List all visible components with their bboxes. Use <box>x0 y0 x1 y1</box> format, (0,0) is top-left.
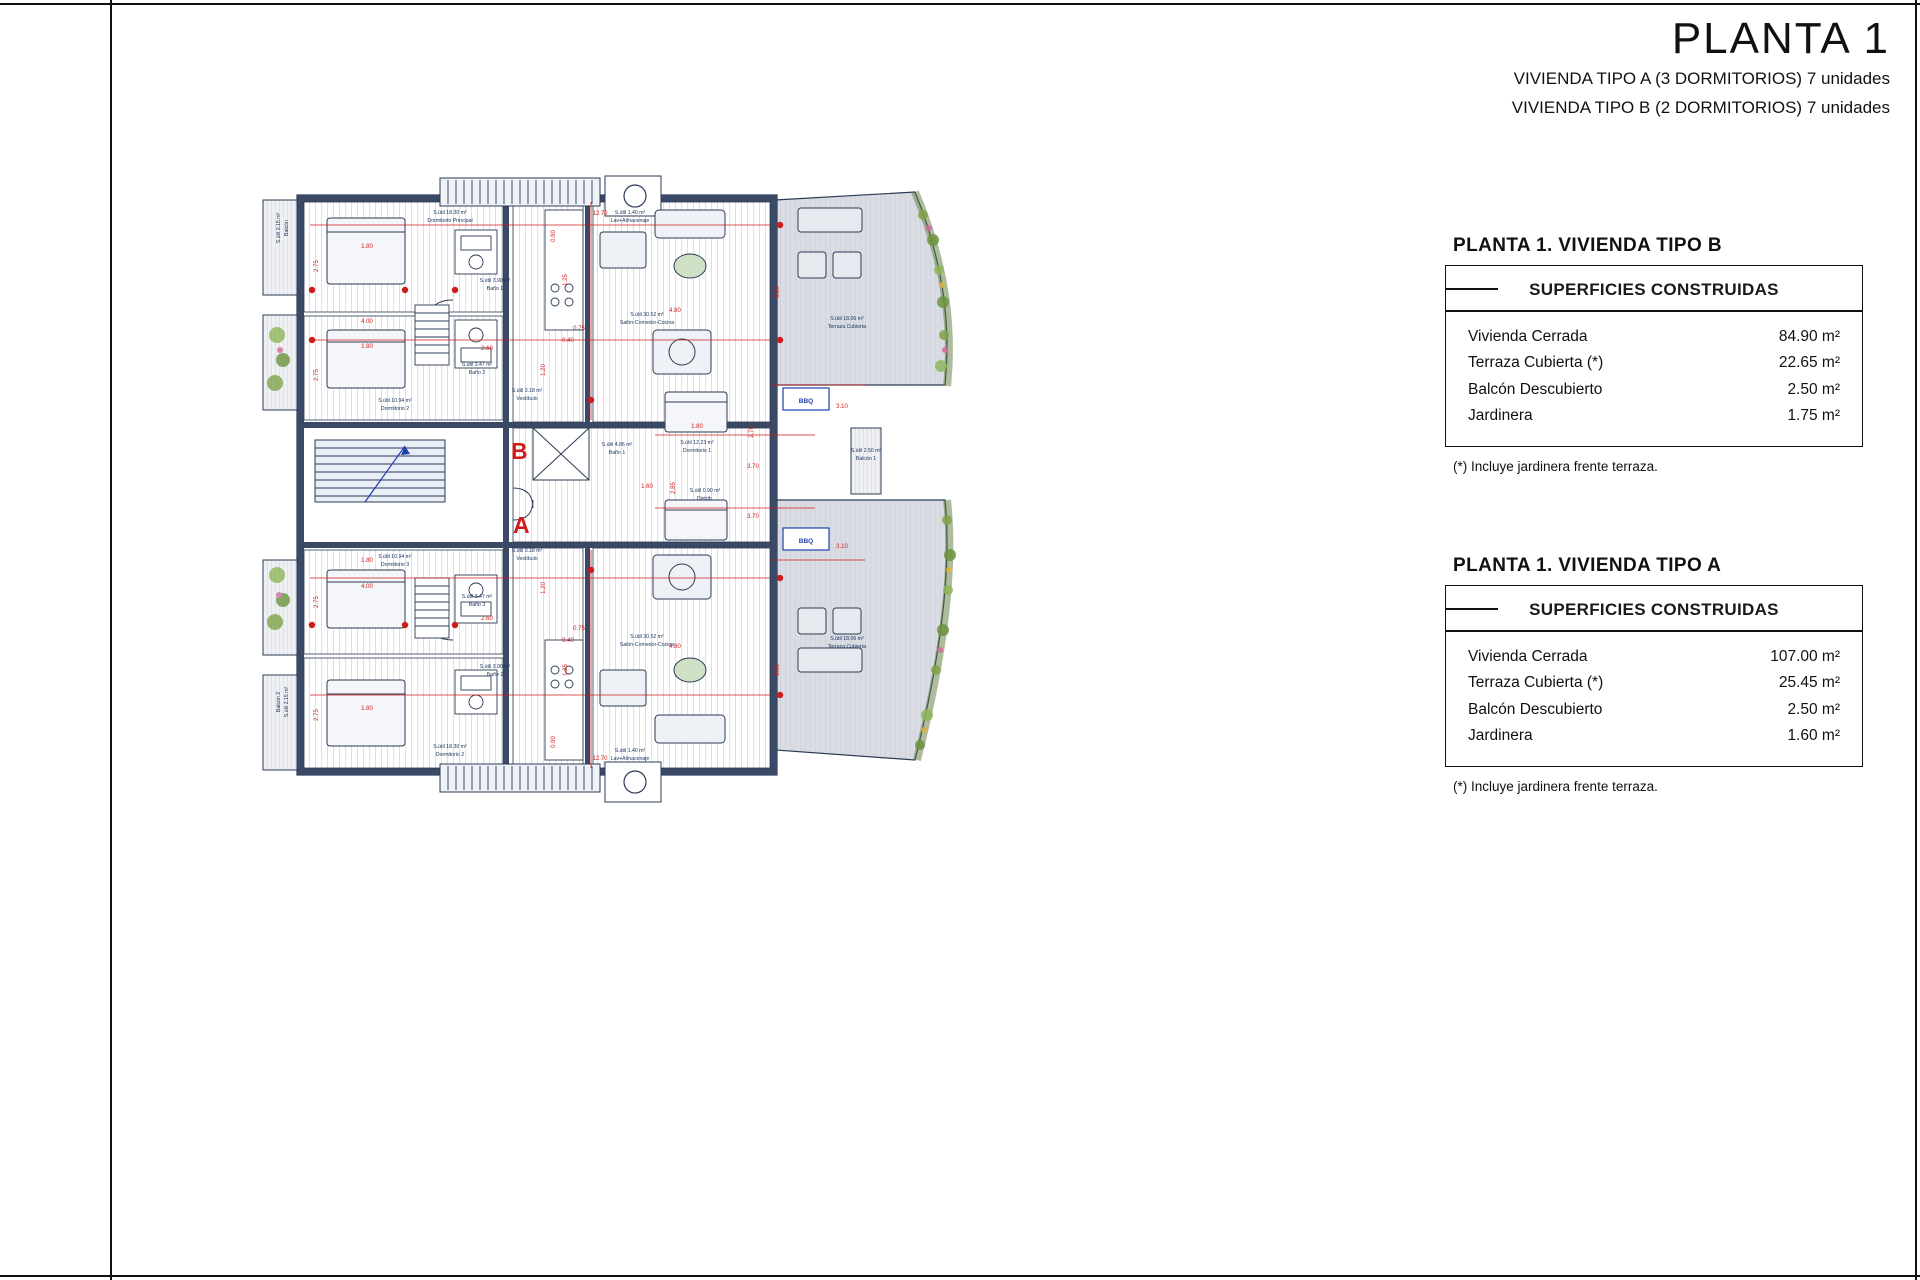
svg-text:0.75: 0.75 <box>573 626 585 632</box>
table-row <box>1468 377 1840 404</box>
svg-text:2.60: 2.60 <box>481 346 493 352</box>
title-subline-a: VIVIENDA TIPO A (3 DORMITORIOS) 7 unidades <box>1513 69 1890 89</box>
sheet-border-top <box>0 3 1920 5</box>
svg-text:12.70: 12.70 <box>592 756 608 762</box>
sheet-border-right <box>1915 0 1917 1280</box>
table-row <box>1468 324 1840 351</box>
svg-text:S.útil 18.06 m²: S.útil 18.06 m² <box>830 316 864 322</box>
svg-text:1.80: 1.80 <box>361 558 373 564</box>
surface-table-b-box <box>1445 265 1863 447</box>
surface-table-b-note: (*) Incluye jardinera frente terraza. <box>1453 459 1658 475</box>
svg-text:2.75: 2.75 <box>314 709 320 721</box>
row-label: Vivienda Cerrada <box>1468 647 1588 665</box>
table-row <box>1468 697 1840 724</box>
svg-text:Balcón 1: Balcón 1 <box>855 456 877 462</box>
svg-text:Baño 3: Baño 3 <box>468 602 486 608</box>
svg-text:1.20: 1.20 <box>541 582 547 594</box>
table-row <box>1468 644 1840 671</box>
svg-text:BBQ: BBQ <box>798 538 814 545</box>
row-value: 25.45 m² <box>1778 674 1840 692</box>
floor-plan-drawing <box>255 170 1015 810</box>
surface-table-a-divider <box>1446 630 1862 632</box>
svg-text:3.70: 3.70 <box>747 464 759 470</box>
row-value: 1.60 m² <box>1787 727 1840 745</box>
svg-text:Distrib.: Distrib. <box>696 496 714 502</box>
svg-text:Dormitorio 1: Dormitorio 1 <box>682 448 712 454</box>
title-subline-b: VIVIENDA TIPO B (2 DORMITORIOS) 7 unidades <box>1511 98 1890 118</box>
row-value: 2.50 m² <box>1787 700 1840 718</box>
svg-text:1.80: 1.80 <box>691 424 703 430</box>
row-label: Jardinera <box>1468 407 1533 425</box>
svg-text:S.útil 1.40 m²: S.útil 1.40 m² <box>614 748 646 754</box>
surface-table-a-title: PLANTA 1. VIVIENDA TIPO A <box>1453 555 1722 576</box>
surface-table-a-note: (*) Incluye jardinera frente terraza. <box>1453 779 1658 795</box>
surface-table-type-b <box>1445 235 1863 474</box>
svg-text:0.90: 0.90 <box>551 736 557 748</box>
row-value: 22.65 m² <box>1778 354 1840 372</box>
row-value: 107.00 m² <box>1770 647 1840 665</box>
svg-text:Baño 1: Baño 1 <box>486 286 504 292</box>
svg-text:1.20: 1.20 <box>541 364 547 376</box>
svg-text:2.60: 2.60 <box>481 616 493 622</box>
svg-text:3.70: 3.70 <box>747 514 759 520</box>
svg-text:S.útil 4.86 m²: S.útil 4.86 m² <box>601 442 633 448</box>
svg-text:Lav+Almacenaje: Lav+Almacenaje <box>610 218 650 224</box>
svg-text:1.80: 1.80 <box>361 344 373 350</box>
surface-table-b-divider <box>1446 310 1862 312</box>
unit-marker-b: B <box>511 438 528 464</box>
svg-text:0.40: 0.40 <box>562 638 574 644</box>
svg-text:Balcón: Balcón <box>284 220 290 236</box>
svg-text:Dormitorio Principal: Dormitorio Principal <box>427 218 473 224</box>
surface-table-b-rule <box>1446 288 1498 290</box>
row-value: 2.50 m² <box>1787 380 1840 398</box>
row-label: Jardinera <box>1468 727 1533 745</box>
svg-text:4.00: 4.00 <box>361 584 373 590</box>
svg-text:S.útil 10.94 m²: S.útil 10.94 m² <box>378 554 412 560</box>
svg-text:1.25: 1.25 <box>563 664 569 676</box>
surface-table-b-title: PLANTA 1. VIVIENDA TIPO B <box>1453 235 1722 256</box>
svg-text:2.75: 2.75 <box>314 260 320 272</box>
row-label: Terraza Cubierta (*) <box>1468 354 1604 372</box>
svg-text:Terraza Cubierta: Terraza Cubierta <box>827 324 867 330</box>
svg-text:S.útil 12.23 m²: S.útil 12.23 m² <box>680 440 714 446</box>
svg-text:5.60: 5.60 <box>775 286 781 298</box>
svg-text:S.útil 18.06 m²: S.útil 18.06 m² <box>830 636 864 642</box>
row-label: Terraza Cubierta (*) <box>1468 674 1604 692</box>
sheet-border-bottom <box>0 1275 1920 1277</box>
surface-table-a-header: SUPERFICIES CONSTRUIDAS <box>1529 600 1779 619</box>
svg-text:Dormitorio 2: Dormitorio 2 <box>380 406 410 412</box>
page-title: PLANTA 1 <box>1671 14 1890 63</box>
svg-text:4.80: 4.80 <box>669 644 681 650</box>
svg-text:0.40: 0.40 <box>562 338 574 344</box>
surface-table-b-header: SUPERFICIES CONSTRUIDAS <box>1529 280 1779 299</box>
table-row <box>1468 403 1840 430</box>
row-label: Vivienda Cerrada <box>1468 327 1588 345</box>
surface-table-a-box <box>1445 585 1863 767</box>
svg-text:3.10: 3.10 <box>836 544 848 550</box>
svg-text:12.70: 12.70 <box>592 211 608 217</box>
svg-text:0.90: 0.90 <box>551 230 557 242</box>
title-block <box>1512 16 1890 120</box>
svg-text:S.útil 3.18 m²: S.útil 3.18 m² <box>511 388 543 394</box>
svg-text:2.70: 2.70 <box>749 426 755 438</box>
svg-text:S.útil 10.94 m²: S.útil 10.94 m² <box>378 398 412 404</box>
svg-text:S.útil 2.50 m²: S.útil 2.50 m² <box>850 448 882 454</box>
svg-text:Balcón 2: Balcón 2 <box>276 691 282 713</box>
table-row <box>1468 350 1840 377</box>
svg-text:S.útil 3.18 m²: S.útil 3.18 m² <box>511 548 543 554</box>
svg-text:Vestíbulo: Vestíbulo <box>516 396 538 402</box>
svg-text:S.útil 30.52 m²: S.útil 30.52 m² <box>630 634 664 640</box>
svg-text:Baño 2: Baño 2 <box>468 370 486 376</box>
svg-text:1.80: 1.80 <box>361 244 373 250</box>
svg-text:2.75: 2.75 <box>314 596 320 608</box>
svg-text:S.útil 2.15 m²: S.útil 2.15 m² <box>276 212 282 244</box>
row-value: 84.90 m² <box>1778 327 1840 345</box>
svg-text:0.75: 0.75 <box>573 326 585 332</box>
svg-text:BBQ: BBQ <box>798 398 814 405</box>
svg-text:1.60: 1.60 <box>641 484 653 490</box>
surface-table-a-rule <box>1446 608 1498 610</box>
svg-text:S.útil 2.15 m²: S.útil 2.15 m² <box>284 686 290 718</box>
svg-text:2.75: 2.75 <box>314 369 320 381</box>
table-row <box>1468 723 1840 750</box>
svg-text:S.útil 0.90 m²: S.útil 0.90 m² <box>689 488 721 494</box>
svg-text:3.10: 3.10 <box>836 404 848 410</box>
row-label: Balcón Descubierto <box>1468 380 1603 398</box>
svg-text:S.útil 3.47 m²: S.útil 3.47 m² <box>461 362 493 368</box>
surface-table-type-a <box>1445 555 1863 794</box>
svg-text:Baño 1: Baño 1 <box>608 450 626 456</box>
svg-text:4.80: 4.80 <box>669 308 681 314</box>
svg-text:Dormitorio 3: Dormitorio 3 <box>380 562 410 568</box>
svg-text:S.útil 30.52 m²: S.útil 30.52 m² <box>630 312 664 318</box>
svg-text:S.útil 18.30 m²: S.útil 18.30 m² <box>433 744 467 750</box>
svg-text:S.útil 1.40 m²: S.útil 1.40 m² <box>614 210 646 216</box>
row-label: Balcón Descubierto <box>1468 700 1603 718</box>
unit-marker-a: A <box>513 512 530 538</box>
svg-text:Salón-Comedor-Cocina: Salón-Comedor-Cocina <box>619 642 675 648</box>
table-row <box>1468 670 1840 697</box>
row-value: 1.75 m² <box>1787 407 1840 425</box>
svg-text:Vestíbulo: Vestíbulo <box>516 556 538 562</box>
sheet-border-left <box>110 0 112 1280</box>
svg-text:5.60: 5.60 <box>775 664 781 676</box>
svg-text:1.80: 1.80 <box>361 706 373 712</box>
svg-text:S.útil 3.47 m²: S.útil 3.47 m² <box>461 594 493 600</box>
svg-text:Baño 2: Baño 2 <box>486 672 504 678</box>
svg-text:Lav+Almacenaje: Lav+Almacenaje <box>610 756 650 762</box>
svg-text:S.útil 3.90 m²: S.útil 3.90 m² <box>479 664 511 670</box>
svg-text:4.00: 4.00 <box>361 319 373 325</box>
svg-text:1.25: 1.25 <box>563 274 569 286</box>
svg-text:S.útil 3.90 m²: S.útil 3.90 m² <box>479 278 511 284</box>
svg-text:Dormitorio 2: Dormitorio 2 <box>435 752 465 758</box>
svg-text:Terraza Cubierta: Terraza Cubierta <box>827 644 867 650</box>
svg-text:Salón-Comedor-Cocina: Salón-Comedor-Cocina <box>619 320 675 326</box>
svg-text:S.útil 18.30 m²: S.útil 18.30 m² <box>433 210 467 216</box>
svg-text:2.85: 2.85 <box>671 482 677 494</box>
